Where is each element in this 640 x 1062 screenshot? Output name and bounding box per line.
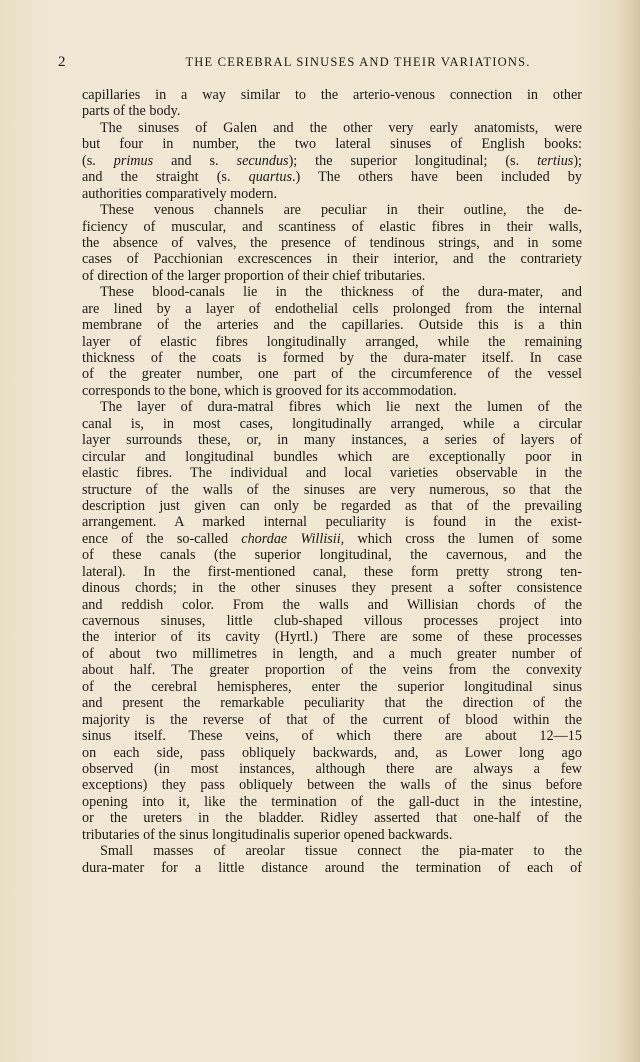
text-line: layer surrounds these, or, in many instances, a series of layers of <box>82 432 582 449</box>
text-line: are lined by a layer of endothelial cells prolonged from the internal <box>82 300 582 317</box>
text-line: of about two millimetres in length, and a much greater number of <box>82 645 582 662</box>
text-line: and the straight (s. quartus.) The others have been included by <box>82 169 582 186</box>
body-text <box>82 87 582 876</box>
page-edge-shadow <box>618 0 640 1062</box>
text-line: dura-mater for a little distance around the termination of each of <box>82 859 582 876</box>
text-line: structure of the walls of the sinuses are very numerous, so that the <box>82 481 582 498</box>
text-line: description just given can only be regarded as that of the prevailing <box>82 497 582 514</box>
text-line: The sinuses of Galen and the other very early anatomists, were <box>100 119 582 136</box>
text-line: cavernous sinuses, little club-shaped villous processes project into <box>82 613 582 629</box>
text-line: canal is, in most cases, longitudinally arranged, while a circular <box>82 415 582 432</box>
text-line: arrangement. A marked internal peculiarity is found in the exist- <box>82 514 582 531</box>
text-line: of these canals (the superior longitudinal, the cavernous, and the <box>82 547 582 564</box>
text-line: sinus itself. These veins, of which there are about 12—15 <box>82 728 582 745</box>
text-line: These venous channels are peculiar in their outline, the de- <box>100 202 582 219</box>
text-line: and present the remarkable peculiarity that the direction of the <box>82 695 582 712</box>
text-line: and reddish color. From the walls and Willisian chords of the <box>82 596 582 613</box>
text-line: exceptions) they pass obliquely between the walls of the sinus before <box>82 777 582 794</box>
text-line: or the ureters in the bladder. Ridley asserted that one-half of the <box>82 810 582 827</box>
text-line: the interior of its cavity (Hyrtl.) There are some of these processes <box>82 629 582 646</box>
text-line: (s. primus and s. secundus); the superior longitudinal; (s. tertius); <box>82 152 582 169</box>
text-line: of the cerebral hemispheres, enter the superior longitudinal sinus <box>82 678 582 695</box>
text-line: the absence of valves, the presence of tendinous strings, and in some <box>82 234 582 251</box>
text-line: ence of the so-called chordae Willisii, which cross the lumen of some <box>82 530 582 547</box>
text-line: opening into it, like the termination of the gall-duct in the intestine, <box>82 793 582 810</box>
text-line: capillaries in a way similar to the arterio-venous connection in other <box>82 87 582 103</box>
text-line: The layer of dura-matral fibres which lie next the lumen of the <box>100 399 582 416</box>
text-line: parts of the body. <box>82 103 181 120</box>
text-line: These blood-canals lie in the thickness of the dura-mater, and <box>100 284 582 301</box>
text-line: on each side, pass obliquely backwards, and, as Lower long ago <box>82 744 582 761</box>
text-line: elastic fibres. The individual and local varieties observable in the <box>82 465 582 482</box>
page-number: 2 <box>58 54 66 70</box>
text-line: of the greater number, one part of the circumference of the vessel <box>82 366 582 383</box>
text-line: lateral). In the first-mentioned canal, these form pretty strong ten- <box>82 563 582 580</box>
page-header <box>58 54 598 72</box>
text-line: tributaries of the sinus longitudinalis superior opened backwards. <box>82 826 453 843</box>
text-line: circular and longitudinal bundles which are exceptionally poor in <box>82 448 582 465</box>
text-line: observed (in most instances, although there are always a few <box>82 760 582 777</box>
text-line: layer of elastic fibres longitudinally arranged, while the remaining <box>82 333 582 350</box>
text-line: of direction of the larger proportion of their chief tributaries. <box>82 267 426 284</box>
text-line: cases of Pacchionian excrescences in their interior, and the contrariety <box>82 251 582 268</box>
text-line: about half. The greater proportion of the veins from the convexity <box>82 662 582 679</box>
text-line: but four in number, the two lateral sinuses of English books: <box>82 136 582 153</box>
text-line: ficiency of muscular, and scantiness of elastic fibres in their walls, <box>82 218 582 235</box>
text-line: membrane of the arteries and the capillaries. Outside this is a thin <box>82 317 582 334</box>
text-line: majority is the reverse of that of the current of blood within the <box>82 711 582 728</box>
text-line: Small masses of areolar tissue connect the pia-mater to the <box>100 843 582 860</box>
text-line: thickness of the coats is formed by the dura-mater itself. In case <box>82 350 582 366</box>
text-line: corresponds to the bone, which is grooved for its accommodation. <box>82 382 457 399</box>
text-line: dinous chords; in the other sinuses they present a softer consistence <box>82 580 582 597</box>
running-head: THE CEREBRAL SINUSES AND THEIR VARIATIONS. <box>185 55 531 69</box>
text-line: authorities comparatively modern. <box>82 185 278 202</box>
